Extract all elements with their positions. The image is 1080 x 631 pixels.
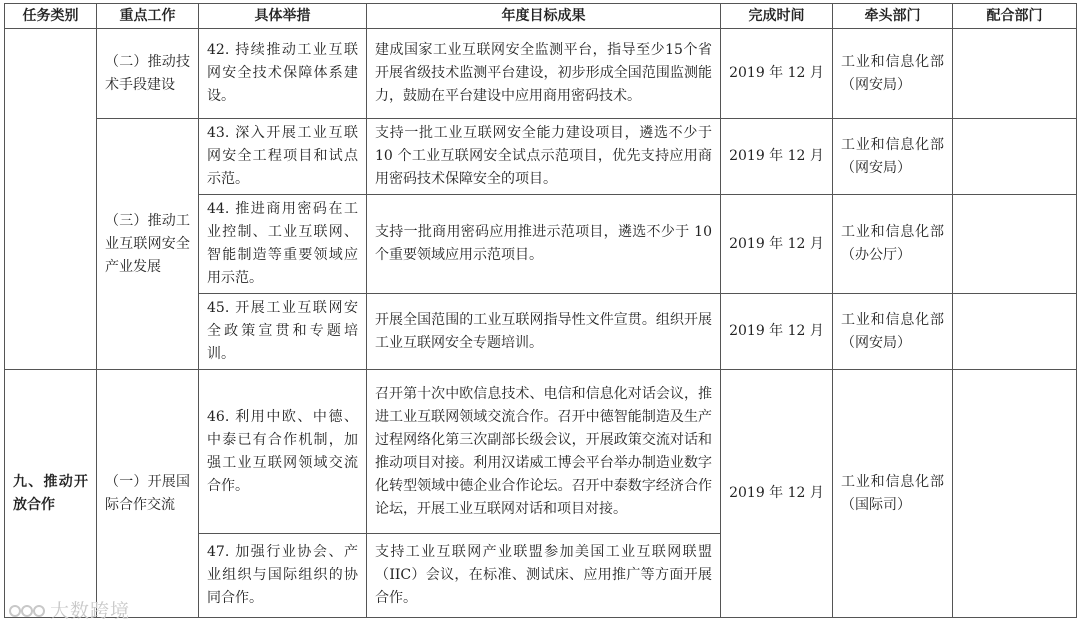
work-plan-table — [4, 3, 1077, 618]
goal-cell: 支持一批工业互联网安全能力建设项目，遴选不少于 10 个工业互联网安全试点示范项目，优先支持应用商用密码技术保障安全的项目。 — [367, 119, 721, 195]
time-cell: 2019 年 12 月 — [721, 294, 833, 370]
time-cell: 2019 年 12 月 — [721, 195, 833, 294]
goal-cell: 支持工业互联网产业联盟参加美国工业互联网联盟（IIC）会议，在标准、测试床、应用推广等方面开展合作。 — [367, 534, 721, 618]
watermark — [8, 596, 130, 623]
goal-cell: 召开第十次中欧信息技术、电信和信息化对话会议，推进工业互联网领域交流合作。召开中德智能制造及生产过程网络化第三次副部长级会议，开展政策交流对话和推动项目对接。利用汉诺威工博会平台举办制造业数字化转型领域中德企业合作论坛。召开中泰数字经济合作论坛，开展工业互联网对话和项目对接。 — [367, 370, 721, 534]
key-work-cell: （一）开展国际合作交流 — [97, 370, 199, 618]
lead-dept-cell: 工业和信息化部（网安局） — [833, 294, 953, 370]
header-lead-dept: 牵头部门 — [833, 4, 953, 29]
category-cell-empty — [5, 29, 97, 370]
lead-dept-cell: 工业和信息化部（办公厅） — [833, 195, 953, 294]
key-work-cell: （三）推动工业互联网安全产业发展 — [97, 119, 199, 370]
coop-dept-cell — [953, 119, 1077, 195]
measure-cell: 45. 开展工业互联网安全政策宣贯和专题培训。 — [199, 294, 367, 370]
measure-cell: 44. 推进商用密码在工业控制、工业互联网、智能制造等重要领域应用示范。 — [199, 195, 367, 294]
key-work-cell: （二）推动技术手段建设 — [97, 29, 199, 119]
table-header — [5, 4, 1077, 29]
goal-cell: 建成国家工业互联网安全监测平台，指导至少15个省开展省级技术监测平台建设，初步形成全国范围监测能力，鼓励在平台建设中应用商用密码技术。 — [367, 29, 721, 119]
header-key-work: 重点工作 — [97, 4, 199, 29]
watermark-text: 大数跨境 — [50, 600, 131, 622]
goal-cell: 支持一批商用密码应用推进示范项目，遴选不少于 10 个重要领域应用示范项目。 — [367, 195, 721, 294]
header-completion-time: 完成时间 — [721, 4, 833, 29]
coop-dept-cell — [953, 195, 1077, 294]
measure-cell: 47. 加强行业协会、产业组织与国际组织的协同合作。 — [199, 534, 367, 618]
header-measures: 具体举措 — [199, 4, 367, 29]
header-annual-goal: 年度目标成果 — [367, 4, 721, 29]
table-row — [5, 29, 1077, 119]
measure-cell: 43. 深入开展工业互联网安全工程项目和试点示范。 — [199, 119, 367, 195]
measure-cell: 46. 利用中欧、中德、中泰已有合作机制，加强工业互联网领域交流合作。 — [199, 370, 367, 534]
table-row — [5, 370, 1077, 534]
time-cell: 2019 年 12 月 — [721, 29, 833, 119]
coop-dept-cell — [953, 294, 1077, 370]
coop-dept-cell — [953, 29, 1077, 119]
table-row — [5, 119, 1077, 195]
lead-dept-cell: 工业和信息化部（网安局） — [833, 29, 953, 119]
category-cell: 九、推动开放合作 — [5, 370, 97, 618]
time-cell: 2019 年 12 月 — [721, 119, 833, 195]
goal-cell: 开展全国范围的工业互联网指导性文件宣贯。组织开展工业互联网安全专题培训。 — [367, 294, 721, 370]
coop-dept-cell — [953, 370, 1077, 618]
time-cell: 2019 年 12 月 — [721, 370, 833, 618]
lead-dept-cell: 工业和信息化部（网安局） — [833, 119, 953, 195]
measure-cell: 42. 持续推动工业互联网安全技术保障体系建设。 — [199, 29, 367, 119]
lead-dept-cell: 工业和信息化部（国际司） — [833, 370, 953, 618]
header-coop-dept: 配合部门 — [953, 4, 1077, 29]
header-task-category: 任务类别 — [5, 4, 97, 29]
watermark-logo-icon — [8, 600, 46, 620]
